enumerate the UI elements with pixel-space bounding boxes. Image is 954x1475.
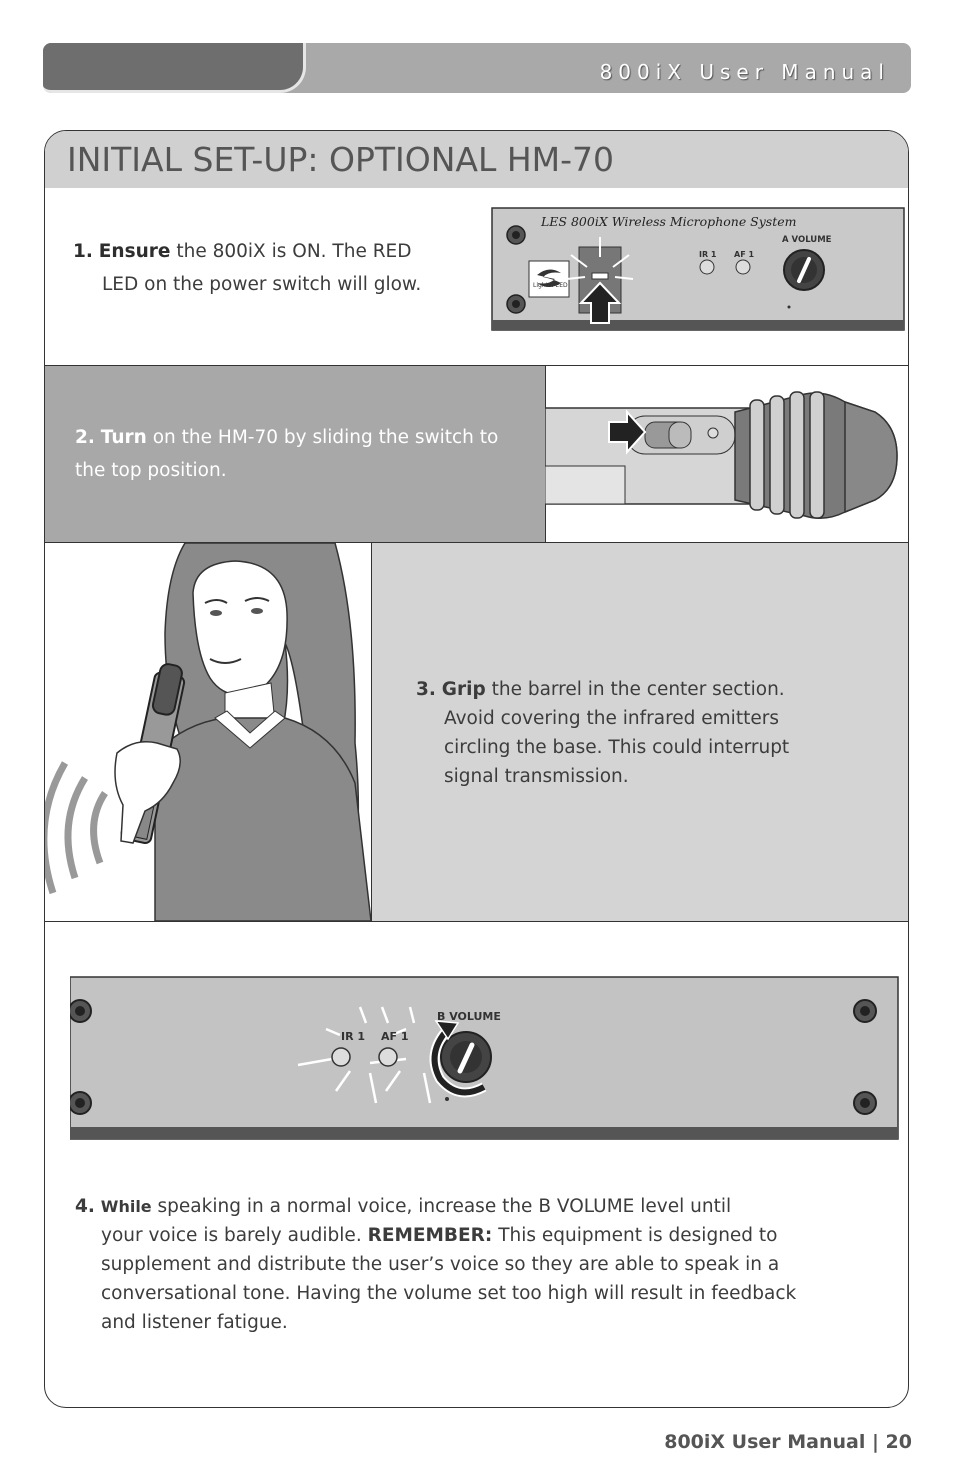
step2-line1: on the HM-70 by sliding the switch to [146, 427, 499, 448]
step1-line2: LED on the power switch will glow. [102, 274, 422, 295]
microphone-switch-illustration [545, 366, 909, 542]
step1-text [73, 235, 421, 301]
step4-line2c: This equipment is designed to [492, 1225, 778, 1246]
panel-b-af-label: AF 1 [381, 1030, 409, 1043]
page-footer: 800iX User Manual | 20 [664, 1431, 912, 1453]
receiver-panel-b-illustration [70, 973, 900, 1143]
header-title: 800iX User Manual [599, 60, 890, 84]
step1-number: 1. [73, 241, 93, 262]
step2-number: 2. [75, 427, 95, 448]
page-title: INITIAL SET-UP: OPTIONAL HM-70 [67, 140, 615, 179]
step1-line1: the 800iX is ON. The RED [170, 241, 412, 262]
step4-line1: speaking in a normal voice, increase the B VOLUME level until [151, 1196, 732, 1217]
step3-text [416, 675, 789, 791]
step2-keyword: Turn [100, 427, 147, 448]
panel-a-label: LES 800iX Wireless Microphone System [541, 214, 797, 229]
step4-line4: conversational tone. Having the volume set too high will result in feedback [101, 1283, 797, 1304]
step3-section [45, 543, 908, 922]
step4-line5: and listener fatigue. [101, 1312, 288, 1333]
step1-keyword: Ensure [98, 241, 171, 262]
step4-remember: REMEMBER: [367, 1225, 493, 1246]
woman-holding-microphone-illustration [45, 543, 371, 921]
panel-a-af-label: AF 1 [734, 250, 755, 259]
panel-a-ir-label: IR 1 [699, 250, 717, 259]
step3-line3: circling the base. This could interrupt [444, 737, 790, 758]
step2-text-panel [45, 366, 546, 542]
panel-b-ir-label: IR 1 [341, 1030, 366, 1043]
step3-keyword: Grip [441, 679, 486, 700]
panel-b-volume-label: B VOLUME [437, 1010, 501, 1023]
title-band [45, 131, 908, 189]
step4-line3: supplement and distribute the user’s voice so they are able to speak in a [101, 1254, 780, 1275]
step4-line2a: your voice is barely audible. [101, 1225, 368, 1246]
speaker-illustration-panel [45, 543, 372, 921]
step3-number: 3. [416, 679, 436, 700]
content-frame [44, 130, 909, 1408]
step3-line1: the barrel in the center section. [485, 679, 785, 700]
step3-line4: signal transmission. [444, 766, 629, 787]
step4-text [75, 1192, 796, 1337]
step4-number: 4. [75, 1196, 95, 1217]
panel-a-brand: LightSPEED [533, 282, 568, 289]
step4-keyword: While [100, 1197, 152, 1216]
step2-section [45, 366, 908, 543]
step3-line2: Avoid covering the infrared emitters [444, 708, 779, 729]
step2-line2: the top position. [75, 460, 227, 481]
step2-text [75, 421, 498, 487]
panel-a-volume-label: A VOLUME [782, 235, 832, 245]
step1-section [45, 188, 908, 366]
header-tab [43, 43, 306, 93]
